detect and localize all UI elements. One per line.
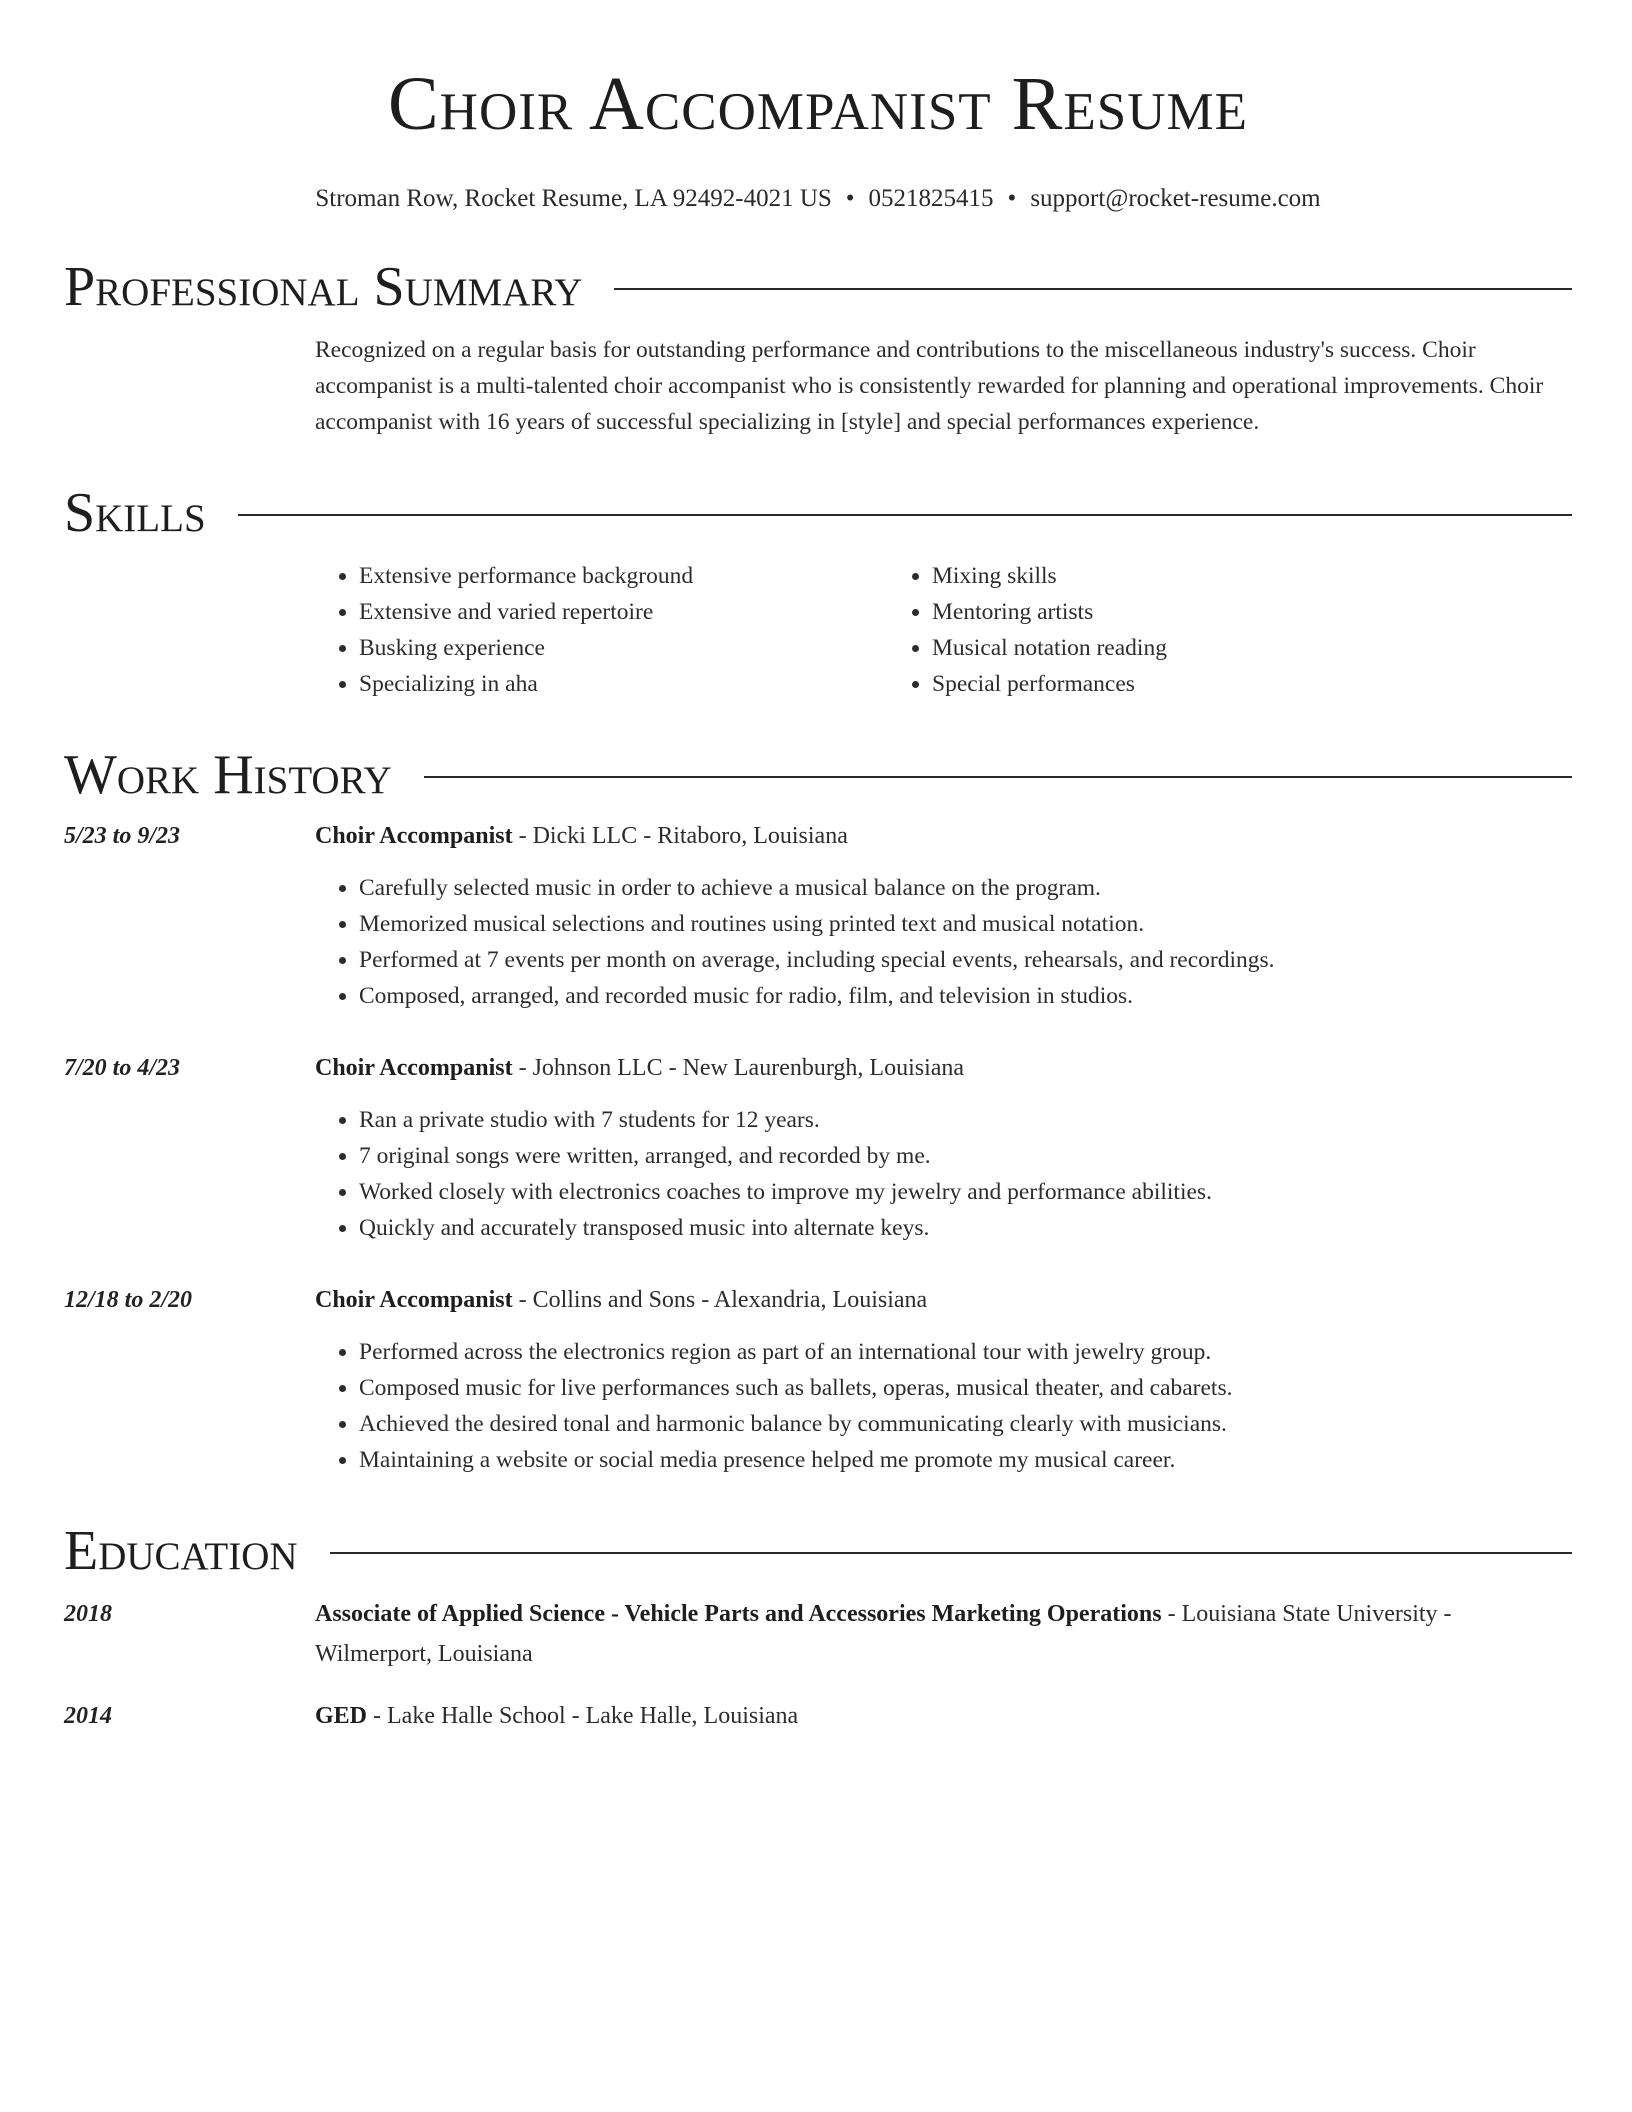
job-employer: - Johnson LLC - New Laurenburgh, Louisiana: [512, 1055, 965, 1081]
contact-separator: •: [845, 185, 855, 212]
job-employer: - Dicki LLC - Ritaboro, Louisiana: [512, 823, 848, 849]
resume-page: [64, 0, 1572, 1736]
work-entry: [64, 1280, 1572, 1478]
work-dates: 5/23 to 9/23: [64, 823, 181, 849]
work-content: [315, 816, 1572, 1014]
skill-item: • Mixing skills: [932, 558, 1461, 594]
summary-heading: Professional Summary: [64, 256, 583, 318]
education-year: 2014: [64, 1703, 112, 1729]
work-title-line: [315, 1048, 1572, 1088]
work-entry: [64, 816, 1572, 1014]
education-year: 2018: [64, 1601, 112, 1627]
education-content: [315, 1696, 1572, 1736]
education-content: [315, 1594, 1572, 1674]
summary-text: Recognized on a regular basis for outstanding performance and contributions to the miscellaneous industry's success. Choir accompanist is a multi-talented choir accompanist who is consistently rewarded for planning and operational improvements. Choir accompanist with 16 years of successful specializing in [style] and special performances experience.: [315, 337, 1544, 435]
skill-item: • Special performances: [932, 666, 1461, 702]
contact-address: Stroman Row, Rocket Resume, LA 92492-4021 US: [315, 185, 832, 212]
work-heading: Work History: [64, 744, 392, 806]
work-title-line: [315, 1280, 1572, 1320]
work-entry: [64, 1048, 1572, 1246]
work-title-line: [315, 816, 1572, 856]
education-degree: Associate of Applied Science - Vehicle Parts and Accessories Marketing Operations: [315, 1601, 1162, 1627]
job-bullet: • 7 original songs were written, arranged, and recorded by me.: [359, 1138, 1572, 1174]
job-employer: - Collins and Sons - Alexandria, Louisiana: [512, 1287, 928, 1313]
skill-item: • Extensive performance background: [359, 558, 888, 594]
education-section-header: [64, 1520, 1572, 1582]
page-title: Choir Accompanist Resume: [387, 62, 1248, 146]
job-bullet: • Performed across the electronics region as part of an international tour with jewelry group.: [359, 1334, 1572, 1370]
work-content: [315, 1280, 1572, 1478]
education-school: - Lake Halle School - Lake Halle, Louisiana: [367, 1703, 799, 1729]
section-divider: [238, 514, 1572, 516]
skills-heading: Skills: [64, 482, 206, 544]
work-content: [315, 1048, 1572, 1246]
job-bullets: [315, 870, 1572, 1014]
contact-separator: •: [1007, 185, 1017, 212]
section-divider: [330, 1552, 1572, 1554]
job-bullet: • Ran a private studio with 7 students for 12 years.: [359, 1102, 1572, 1138]
job-bullet: • Quickly and accurately transposed music into alternate keys.: [359, 1210, 1572, 1246]
job-bullet: • Memorized musical selections and routines using printed text and musical notation.: [359, 906, 1572, 942]
skills-column-left: [315, 558, 888, 702]
job-bullets: [315, 1334, 1572, 1478]
skill-item: • Busking experience: [359, 630, 888, 666]
education-entry: [64, 1696, 1572, 1736]
job-role: Choir Accompanist: [315, 1055, 513, 1081]
skill-item: • Mentoring artists: [932, 594, 1461, 630]
education-school: - Louisiana State University - Wilmerport, Louisiana: [315, 1601, 1452, 1667]
education-degree: GED: [315, 1703, 368, 1729]
skills-list: [315, 558, 1572, 702]
work-section-header: [64, 744, 1572, 806]
job-role: Choir Accompanist: [315, 1287, 513, 1313]
summary-section-header: [64, 256, 1572, 318]
job-bullet: • Composed music for live performances such as ballets, operas, musical theater, and cabarets.: [359, 1370, 1572, 1406]
skill-item: • Specializing in aha: [359, 666, 888, 702]
job-bullets: [315, 1102, 1572, 1246]
skills-section-header: [64, 482, 1572, 544]
skills-column-right: [888, 558, 1461, 702]
section-divider: [424, 776, 1572, 778]
work-dates: 12/18 to 2/20: [64, 1287, 193, 1313]
education-heading: Education: [64, 1520, 298, 1582]
skill-item: • Musical notation reading: [932, 630, 1461, 666]
skill-item: • Extensive and varied repertoire: [359, 594, 888, 630]
job-bullet: • Composed, arranged, and recorded music for radio, film, and television in studios.: [359, 978, 1572, 1014]
work-dates: 7/20 to 4/23: [64, 1055, 181, 1081]
section-divider: [614, 288, 1572, 290]
contact-line: [64, 184, 1572, 214]
contact-email: support@rocket-resume.com: [1030, 185, 1321, 212]
job-bullet: • Maintaining a website or social media presence helped me promote my musical career.: [359, 1442, 1572, 1478]
contact-phone: 0521825415: [868, 185, 994, 212]
job-bullet: • Achieved the desired tonal and harmonic balance by communicating clearly with musicians.: [359, 1406, 1572, 1442]
job-bullet: • Performed at 7 events per month on average, including special events, rehearsals, and recordings.: [359, 942, 1572, 978]
education-entry: [64, 1594, 1572, 1674]
job-bullet: • Worked closely with electronics coaches to improve my jewelry and performance abilities.: [359, 1174, 1572, 1210]
job-bullet: • Carefully selected music in order to achieve a musical balance on the program.: [359, 870, 1572, 906]
job-role: Choir Accompanist: [315, 823, 513, 849]
